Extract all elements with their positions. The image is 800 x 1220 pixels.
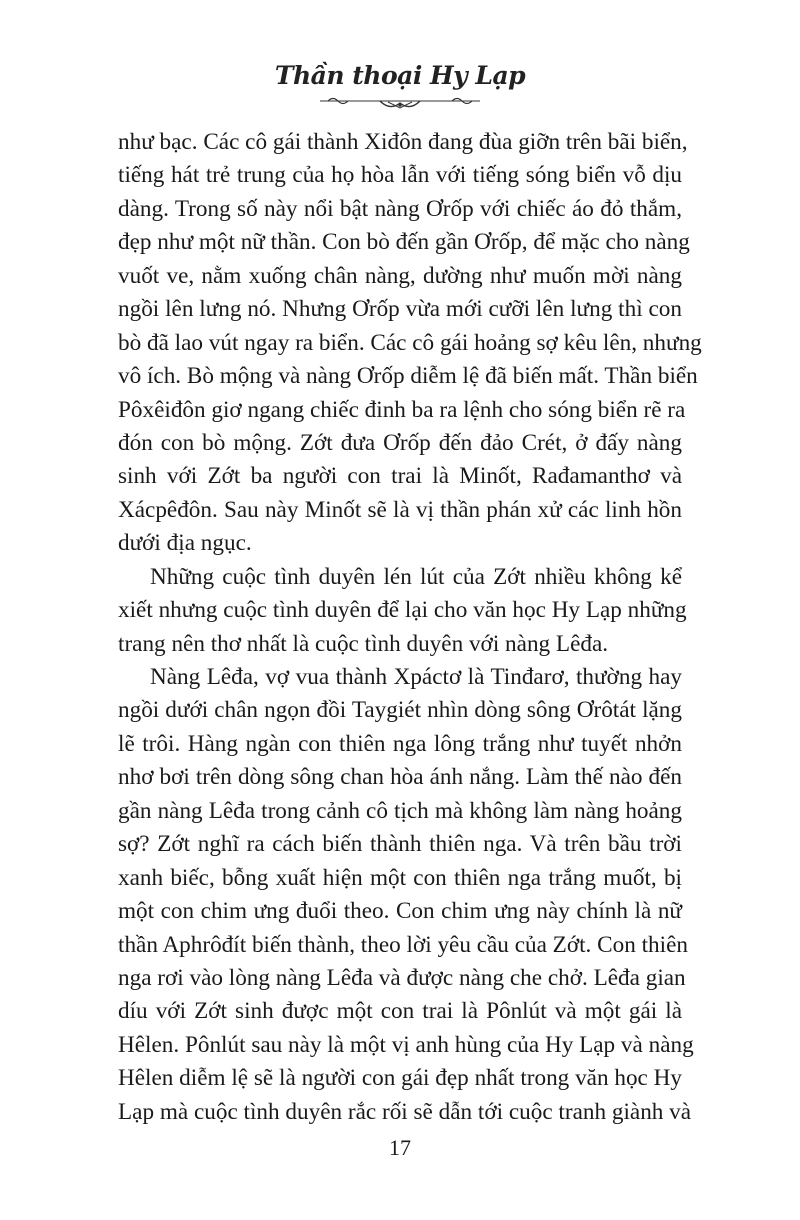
text-line: gần nàng Lêđa trong cảnh cô tịch mà không làm nàng hoảng: [118, 797, 682, 824]
text-line: vuốt ve, nằm xuống chân nàng, dường như muốn mời nàng: [118, 262, 682, 289]
text-line: thần Aphrôđít biến thành, theo lời yêu cầu của Zớt. Con thiên: [118, 931, 688, 958]
text-line: Hêlen diễm lệ sẽ là người con gái đẹp nhất trong văn học Hy: [118, 1065, 682, 1092]
text-line: Lạp mà cuộc tình duyên rắc rối sẽ dẫn tới cuộc tranh giành và: [118, 1098, 692, 1125]
text-line: đón con bò mộng. Zớt đưa Ơrốp đến đảo Crét, ở đấy nàng: [118, 429, 682, 456]
text-line: sinh với Zớt ba người con trai là Minốt, Rađamanthơ và: [118, 463, 682, 490]
text-line: xiết nhưng cuộc tình duyên để lại cho văn học Hy Lạp những: [118, 597, 687, 624]
text-line: xanh biếc, bỗng xuất hiện một con thiên nga trắng muốt, bị: [118, 864, 682, 891]
text-line: Pôxêiđôn giơ ngang chiếc đinh ba ra lệnh cho sóng biển rẽ ra: [118, 396, 686, 423]
text-line: tiếng hát trẻ trung của họ hòa lẫn với tiếng sóng biển vỗ dịu: [118, 162, 682, 189]
paragraph: [118, 661, 694, 1129]
body-text: [118, 126, 702, 1129]
text-line: dưới địa ngục.: [118, 530, 252, 557]
text-line: Xácpêđôn. Sau này Minốt sẽ là vị thần phán xử các linh hồn: [118, 496, 682, 523]
text-line: Nàng Lêđa, vợ vua thành Xpáctơ là Tinđarơ, thường hay: [150, 664, 682, 690]
text-line: nga rơi vào lòng nàng Lêđa và được nàng che chở. Lêđa gian: [118, 964, 686, 991]
ornament-divider-icon: [318, 96, 482, 110]
text-line: vô ích. Bò mộng và nàng Ơrốp diễm lệ đã biến mất. Thần biển: [118, 363, 698, 390]
text-line: Hêlen. Pônlút sau này là một vị anh hùng của Hy Lạp và nàng: [118, 1031, 694, 1058]
page-number: 17: [389, 1135, 411, 1160]
paragraph: [118, 561, 687, 661]
text-line: sợ? Zớt nghĩ ra cách biến thành thiên nga. Và trên bầu trời: [118, 831, 682, 858]
text-line: bò đã lao vút ngay ra biển. Các cô gái hoảng sợ kêu lên, nhưng: [118, 329, 702, 356]
text-line: Những cuộc tình duyên lén lút của Zớt nhiều không kể: [150, 563, 682, 590]
book-title: Thần thoại Hy Lạp: [274, 61, 526, 90]
paragraph: [118, 126, 702, 561]
text-line: díu với Zớt sinh được một con trai là Pônlút và một gái là: [118, 998, 682, 1025]
text-line: lẽ trôi. Hàng ngàn con thiên nga lông trắng như tuyết nhởn: [118, 730, 682, 757]
text-line: ngồi dưới chân ngọn đồi Taygiét nhìn dòng sông Ơrôtát lặng: [118, 697, 682, 724]
text-line: nhơ bơi trên dòng sông chan hòa ánh nắng. Làm thế nào đến: [118, 764, 682, 791]
running-header: [0, 60, 800, 92]
text-line: đẹp như một nữ thần. Con bò đến gần Ơrốp, để mặc cho nàng: [118, 229, 690, 256]
text-line: một con chim ưng đuổi theo. Con chim ưng này chính là nữ: [118, 898, 682, 925]
text-line: ngồi lên lưng nó. Nhưng Ơrốp vừa mới cưỡi lên lưng thì con: [118, 296, 682, 323]
text-line: như bạc. Các cô gái thành Xiđôn đang đùa giỡn trên bãi biển,: [118, 129, 688, 155]
text-line: dàng. Trong số này nổi bật nàng Ơrốp với chiếc áo đỏ thắm,: [118, 195, 682, 222]
text-line: trang nên thơ nhất là cuộc tình duyên với nàng Lêđa.: [118, 630, 609, 657]
